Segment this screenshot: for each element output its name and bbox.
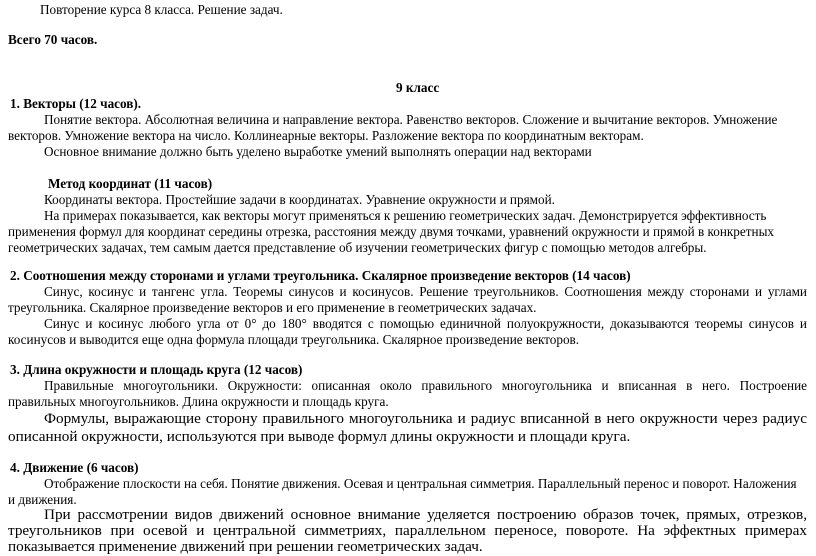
- paragraph-line: Координаты вектора. Простейшие задачи в координатах. Уравнение окружности и прямой.: [44, 192, 555, 207]
- paragraph-line: Формулы, выражающие сторону правильного многоугольника и радиус вписанной в него окружности через радиус: [44, 410, 807, 427]
- paragraph-line: геометрических задачах, тем самым дается представление об изучении геометрических фигур с помощью методов алгебры.: [8, 240, 707, 255]
- paragraph-line: показывается применение движений при решении геометрических задач.: [8, 538, 483, 555]
- paragraph-line: описанной окружности, используются при выводе формул длины окружности и площади круга.: [8, 428, 631, 445]
- section-heading-vectors: 1. Векторы (12 часов).: [10, 96, 142, 111]
- paragraph-line: При рассмотрении видов движений основное внимание уделяется построению образов точек, прямых, отрезков,: [44, 506, 807, 523]
- paragraph-line: Отображение плоскости на себя. Понятие движения. Осевая и центральная симметрия. Параллельный перенос и поворот. Наложения: [44, 476, 797, 491]
- page-title: Повторение курса 8 класса. Решение задач.: [40, 2, 283, 17]
- paragraph-line: Синус, косинус и тангенс угла. Теоремы синусов и косинусов. Решение треугольников. Соотношения между сторонами и углами: [44, 284, 807, 299]
- paragraph-line: На примерах показывается, как векторы могут применяться к решению геометрических задач. Демонстрируется эффективность: [44, 208, 767, 223]
- total-hours: Всего 70 часов.: [8, 32, 98, 47]
- paragraph-line: применения формул для координат середины отрезка, расстояния между двумя точками, уравнений окружности и прямой в конкретных: [8, 224, 775, 239]
- section-heading-motion: 4. Движение (6 часов): [10, 460, 139, 475]
- paragraph-line: Правильные многоугольники. Окружности: описанная около правильного многоугольника и вписанная в него. Построение: [44, 378, 807, 393]
- paragraph-line: Понятие вектора. Абсолютная величина и направление вектора. Равенство векторов. Сложение и вычитание векторов. Умножение: [44, 112, 778, 127]
- paragraph-line: Синус и косинус любого угла от 0° до 180° вводятся с помощью единичной полуокружности, доказываются теоремы синусов и: [44, 316, 807, 331]
- paragraph-line: и движения.: [8, 492, 77, 507]
- paragraph-line: треугольника. Скалярное произведение векторов и его применение в геометрических задачах.: [8, 300, 537, 315]
- section-heading-circle: 3. Длина окружности и площадь круга (12 часов): [10, 362, 303, 377]
- paragraph-line: правильных многоугольников. Длина окружности и площадь круга.: [8, 394, 389, 409]
- paragraph-line: косинусов и выводится еще одна формула площади треугольника. Скалярное произведение векторов.: [8, 332, 580, 347]
- paragraph-line: Основное внимание должно быть уделено выработке умений выполнять операции над векторами: [44, 144, 592, 159]
- grade-heading: 9 класс: [396, 80, 440, 95]
- paragraph-line: треугольников при осевой и центральной симметриях, параллельном переносе, повороте. На эффектных примерах: [8, 522, 807, 539]
- section-heading-coordinates: Метод координат (11 часов): [48, 176, 213, 191]
- paragraph-line: векторов. Умножение вектора на число. Коллинеарные векторы. Разложение вектора по координатным векторам.: [8, 128, 644, 143]
- section-heading-ratios: 2. Соотношения между сторонами и углами треугольника. Скалярное произведение векторов (14 часов): [10, 268, 631, 283]
